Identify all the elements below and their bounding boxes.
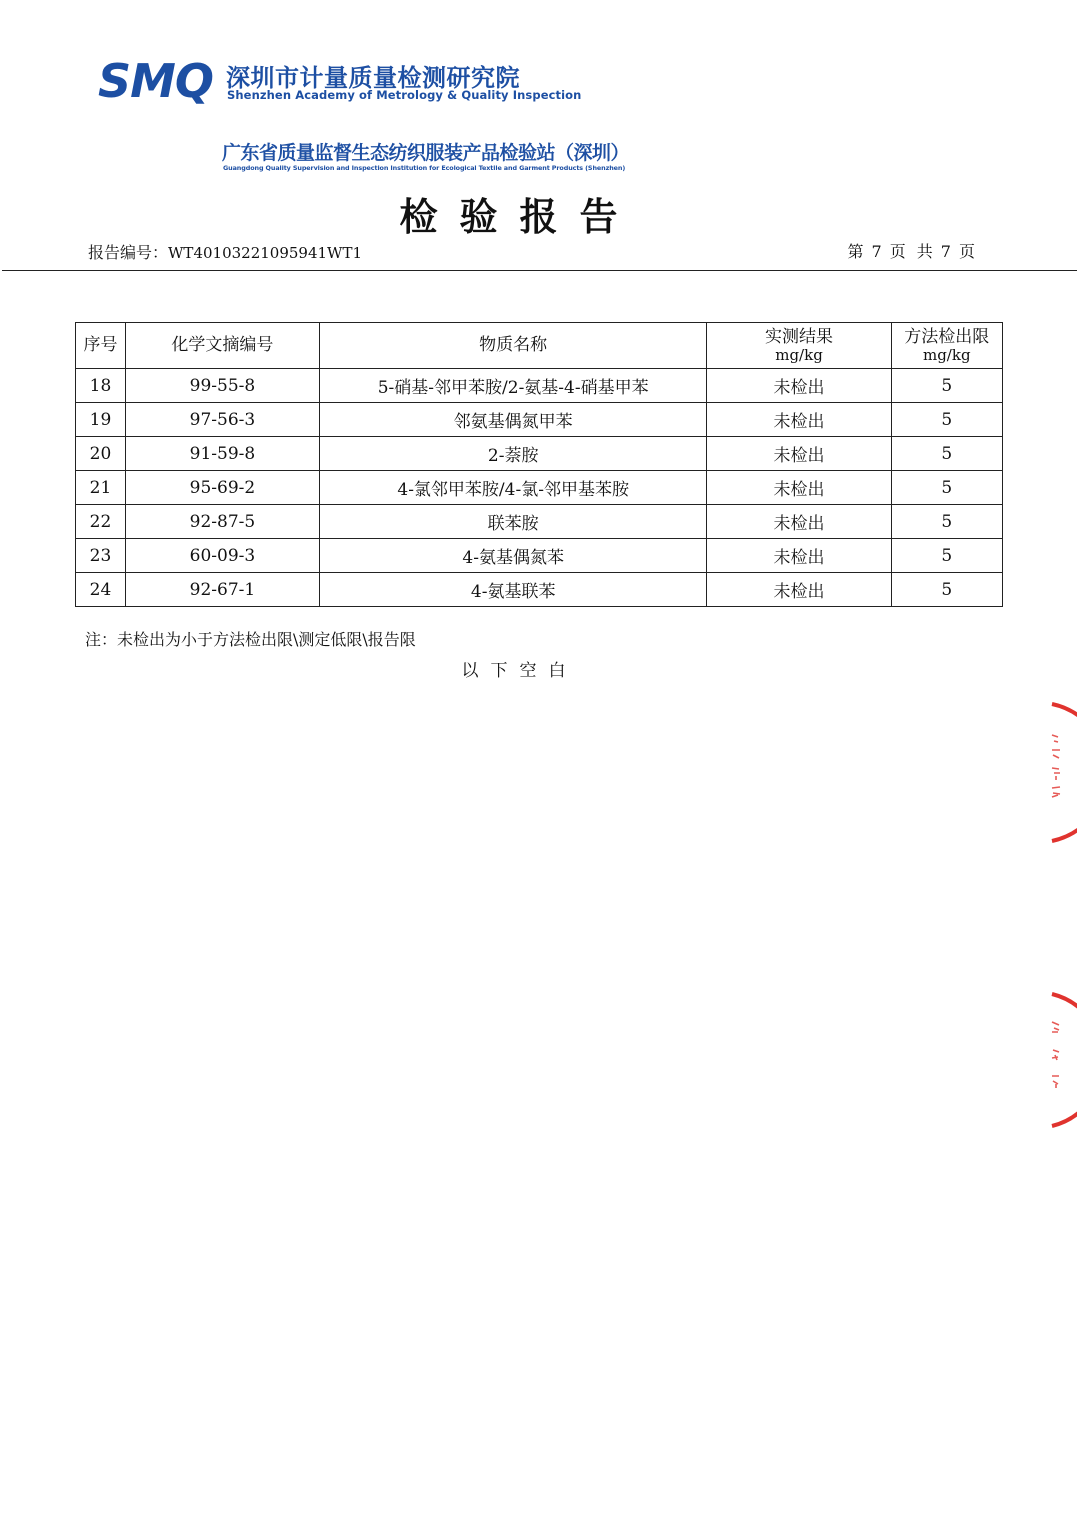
header-result-unit: mg/kg (775, 346, 823, 364)
header-limit-label: 方法检出限 (904, 327, 990, 347)
cell-limit: 5 (891, 505, 1002, 539)
header-result-label: 实测结果 (765, 327, 833, 347)
cell-limit: 5 (891, 437, 1002, 471)
report-number (88, 240, 362, 263)
cell-result: 未检出 (707, 369, 891, 403)
table-row (76, 369, 1003, 403)
table-row (76, 539, 1003, 573)
cell-limit: 5 (891, 573, 1002, 607)
report-number-value: WT40103221095941WT1 (168, 244, 363, 262)
table-row (76, 505, 1003, 539)
table-row (76, 437, 1003, 471)
cell-name: 邻氨基偶氮甲苯 (319, 403, 707, 437)
cell-result: 未检出 (707, 471, 891, 505)
cell-seq: 19 (76, 403, 126, 437)
cell-limit: 5 (891, 471, 1002, 505)
cell-result: 未检出 (707, 437, 891, 471)
report-number-label: 报告编号： (88, 243, 169, 262)
cell-limit: 5 (891, 369, 1002, 403)
cell-cas: 99-55-8 (125, 369, 319, 403)
cell-cas: 60-09-3 (125, 539, 319, 573)
cell-result: 未检出 (707, 573, 891, 607)
cell-cas: 92-67-1 (125, 573, 319, 607)
end-of-content-mark: 以下空白 (461, 661, 578, 681)
cell-name: 4-氨基偶氮苯 (319, 539, 707, 573)
cell-name: 联苯胺 (319, 505, 707, 539)
page-prefix: 第 (847, 242, 864, 261)
cell-cas: 92-87-5 (125, 505, 319, 539)
results-table (75, 322, 1003, 607)
header-divider (2, 270, 1077, 271)
smq-logo (98, 56, 213, 106)
cell-name: 4-氯邻甲苯胺/4-氯-邻甲基苯胺 (319, 471, 707, 505)
page-indicator (844, 239, 980, 262)
cell-seq: 20 (76, 437, 126, 471)
page-mid: 页 共 (889, 242, 933, 261)
page-total: 7 (940, 242, 951, 261)
header-cas: 化学文摘编号 (125, 323, 319, 369)
cell-seq: 18 (76, 369, 126, 403)
table-header-row (76, 323, 1003, 369)
cell-name: 5-硝基-邻甲苯胺/2-氨基-4-硝基甲苯 (319, 369, 707, 403)
institution-name-en: Guangdong Quality Supervision and Inspection Institution for Ecological Textile and Garment Products (Shenzhen) (223, 164, 626, 172)
cell-result: 未检出 (707, 539, 891, 573)
cell-cas: 95-69-2 (125, 471, 319, 505)
cell-name: 4-氨基联苯 (319, 573, 707, 607)
page-suffix: 页 (958, 242, 975, 261)
header-result (707, 323, 891, 369)
table-row (76, 471, 1003, 505)
org-name-cn: 深圳市计量质量检测研究院 (226, 64, 520, 92)
cell-seq: 22 (76, 505, 126, 539)
table-row (76, 403, 1003, 437)
header-limit-unit: mg/kg (922, 346, 971, 364)
cell-cas: 97-56-3 (125, 403, 319, 437)
cell-seq: 21 (76, 471, 126, 505)
header-name: 物质名称 (319, 323, 707, 369)
header-limit (891, 323, 1002, 369)
seal-stamp-bottom (1040, 990, 1077, 1130)
cell-result: 未检出 (707, 403, 891, 437)
report-title: 检验报告 (399, 195, 640, 239)
cell-seq: 23 (76, 539, 126, 573)
page-current: 7 (871, 242, 882, 261)
footnote: 注：未检出为小于方法检出限\测定低限\报告限 (85, 630, 416, 649)
cell-limit: 5 (891, 539, 1002, 573)
table-row (76, 573, 1003, 607)
cell-name: 2-萘胺 (319, 437, 707, 471)
cell-limit: 5 (891, 403, 1002, 437)
cell-seq: 24 (76, 573, 126, 607)
institution-name-cn: 广东省质量监督生态纺织服装产品检验站（深圳） (222, 142, 630, 164)
header-seq: 序号 (76, 323, 126, 369)
smq-logo-text: SMQ (98, 54, 214, 108)
cell-result: 未检出 (707, 505, 891, 539)
org-name-en: Shenzhen Academy of Metrology & Quality Inspection (227, 88, 582, 102)
seal-stamp-top (1040, 700, 1077, 845)
cell-cas: 91-59-8 (125, 437, 319, 471)
